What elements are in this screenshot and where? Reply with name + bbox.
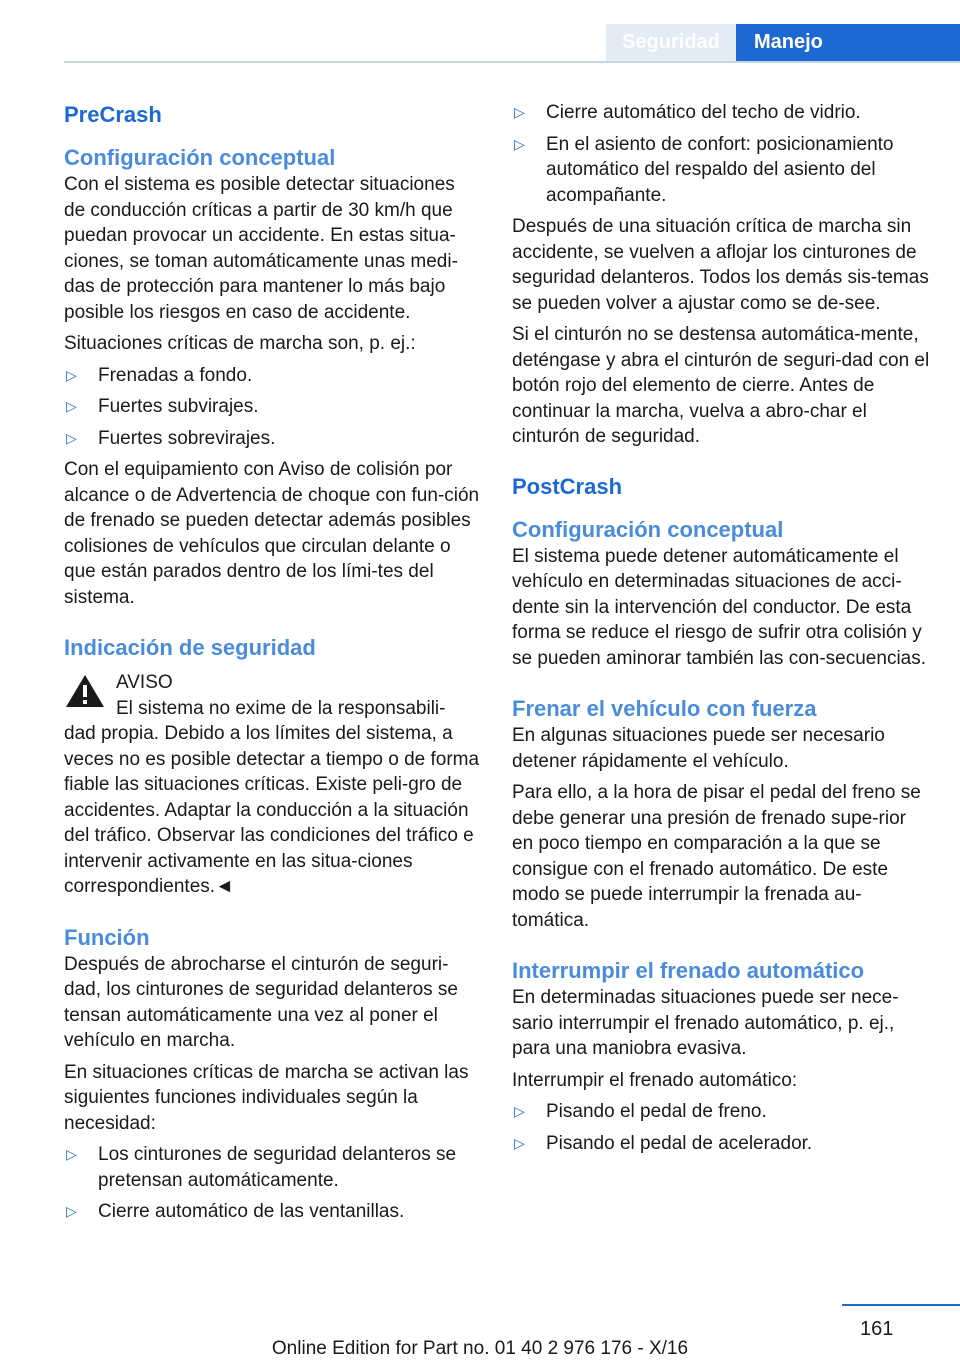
header-rule xyxy=(64,61,960,63)
warning-text-first: El sistema no exime de la responsabili‐ xyxy=(116,697,446,719)
heading-indicacion-seguridad: Indicación de seguridad xyxy=(64,635,316,660)
section-title-precrash: PreCrash xyxy=(64,102,162,127)
warning-title: AVISO xyxy=(116,672,173,693)
paragraph: En algunas situaciones puede ser necesario detener rápidamente el vehículo. xyxy=(512,725,885,772)
left-column xyxy=(64,100,480,1231)
list-item: ▷ Fuertes sobrevirajes. xyxy=(64,426,480,452)
triangle-bullet-icon: ▷ xyxy=(66,398,77,414)
paragraph: Después de una situación crítica de marcha sin accidente, se vuelven a aflojar los cinturones de seguridad delanteros. Todos los demás sis‐temas se pueden volver a ajustar como se de‐see. xyxy=(512,216,929,314)
paragraph: En situaciones críticas de marcha se activan las siguientes funciones individuales según la necesidad: xyxy=(64,1061,469,1134)
bullet-list xyxy=(512,100,930,208)
list-item: ▷ Pisando el pedal de acelerador. xyxy=(512,1131,930,1157)
heading-frenar-vehiculo: Frenar el vehículo con fuerza xyxy=(512,696,817,721)
page-number: 161 xyxy=(860,1318,894,1340)
section-title-postcrash: PostCrash xyxy=(512,473,623,499)
tab-manejo[interactable]: Manejo xyxy=(736,24,960,61)
bullet-list xyxy=(64,363,480,452)
triangle-bullet-icon: ▷ xyxy=(66,1203,77,1219)
list-item: ▷ En el asiento de confort: posicionamiento automático del respaldo del asiento del acompañante. xyxy=(514,133,894,206)
heading-interrumpir-frenado: Interrumpir el frenado automático xyxy=(512,958,865,983)
list-item: ▷ Los cinturones de seguridad delanteros se pretensan automáticamente. xyxy=(66,1144,457,1191)
list-item: ▷ Pisando el pedal de freno. xyxy=(512,1099,930,1125)
triangle-bullet-icon: ▷ xyxy=(514,1103,525,1119)
heading-configuracion-post: Configuración conceptual xyxy=(512,516,784,542)
warning-triangle-icon xyxy=(64,672,106,710)
list-item: ▷ Fuertes subvirajes. xyxy=(64,394,480,420)
triangle-bullet-icon: ▷ xyxy=(66,1146,77,1162)
paragraph: Con el equipamiento con Aviso de colisión por alcance o de Advertencia de choque con fun‐ción de frenado se pueden detectar además posibles colisiones de vehículos que circulan delante o que están parados dentro de los lími‐tes del sistema. xyxy=(64,459,480,608)
heading-configuracion: Configuración conceptual xyxy=(64,145,336,170)
triangle-bullet-icon: ▷ xyxy=(514,1134,525,1151)
list-item: ▷ Frenadas a fondo. xyxy=(64,363,480,389)
triangle-bullet-icon: ▷ xyxy=(66,429,77,446)
bullet-list xyxy=(64,1142,480,1225)
paragraph: En determinadas situaciones puede ser nece‐sario interrumpir el frenado automático, p. ej., para una maniobra evasiva. xyxy=(512,987,899,1059)
triangle-bullet-icon: ▷ xyxy=(514,104,525,120)
paragraph: Después de abrocharse el cinturón de seguri‐dad, los cinturones de seguridad delanteros se tensan automáticamente una vez al poner el vehículo en marcha. xyxy=(64,953,458,1051)
footer-rule xyxy=(842,1304,960,1306)
bullet-list xyxy=(512,1099,930,1156)
right-column xyxy=(512,100,930,1162)
warning-box xyxy=(64,670,480,900)
paragraph: Para ello, a la hora de pisar el pedal del freno se debe generar una presión de frenado supe‐rior en poco tiempo en comparación a la que se consigue con el frenado automático. De este modo se puede interrumpir la frenada au‐tomática. xyxy=(512,782,921,931)
list-item: ▷ Cierre automático del techo de vidrio. xyxy=(512,100,930,126)
triangle-bullet-icon: ▷ xyxy=(66,366,77,383)
edition-footer: Online Edition for Part no. 01 40 2 976 176 - X/16 xyxy=(271,1338,689,1359)
warning-text: dad propia. Debido a los límites del sistema, a veces no es posible detectar a tiempo o de forma fiable las situaciones críticas. Existe peli‐gro de accidentes. Adaptar la conducción a la situación del tráfico. Observar las condiciones del tráfico e intervenir activamente en las situa‐ciones correspondientes.◄ xyxy=(64,723,480,897)
triangle-bullet-icon: ▷ xyxy=(514,135,525,152)
paragraph: Interrumpir el frenado automático: xyxy=(512,1069,798,1091)
paragraph: El sistema puede detener automáticamente el vehículo en determinadas situaciones de acci‐dente sin la intervención del conductor. De esta forma se reduce el riesgo de sufrir otra colisión y se pueden aminorar también las con‐secuencias. xyxy=(512,545,927,669)
tab-seguridad[interactable]: Seguridad xyxy=(606,24,736,61)
paragraph: Con el sistema es posible detectar situaciones de conducción críticas a partir de 30 km/h que puedan provocar un accidente. En estas situa‐ciones, se toman automáticamente unas medi‐das de protección para mantener lo más bajo posible los riesgos en caso de accidente. xyxy=(64,174,458,323)
paragraph: Si el cinturón no se destensa automática‐mente, deténgase y abra el cinturón de seguri‐dad con el botón rojo del elemento de cierre. Antes de continuar la marcha, vuelva a abro‐char el cinturón de seguridad. xyxy=(512,324,930,447)
list-item: ▷ Cierre automático de las ventanillas. xyxy=(64,1199,480,1225)
paragraph: Situaciones críticas de marcha son, p. ej.: xyxy=(64,333,416,354)
heading-funcion: Función xyxy=(64,924,150,950)
